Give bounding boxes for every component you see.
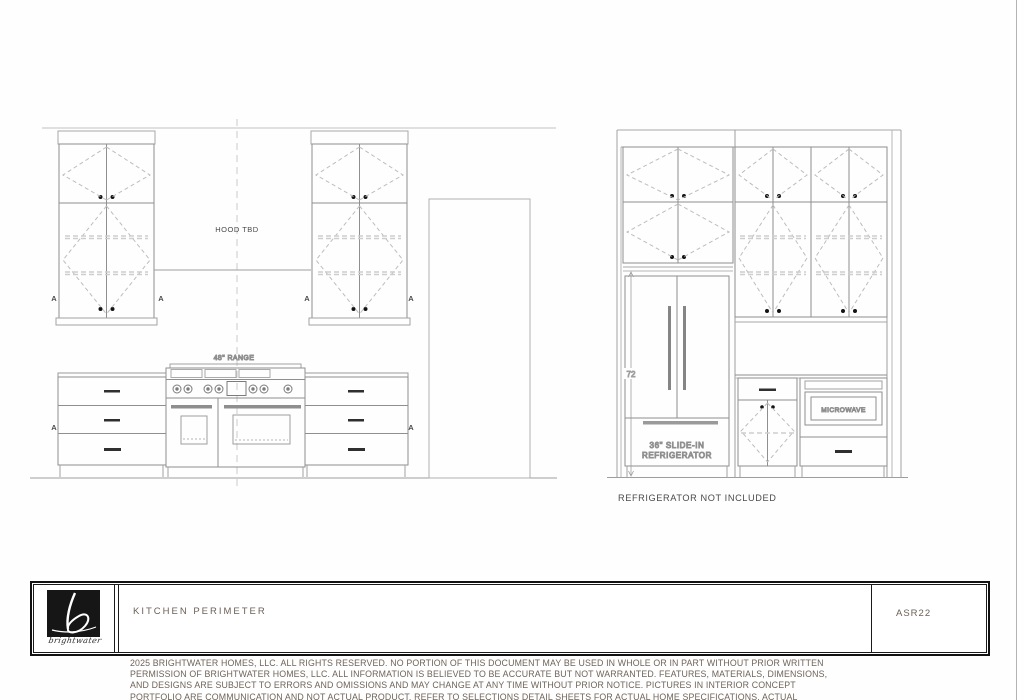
- sheet-title: KITCHEN PERIMETER: [133, 606, 267, 617]
- elevation-left: [30, 119, 557, 486]
- hood-label: HOOD TBD: [215, 225, 259, 234]
- oven-window-right: [233, 415, 290, 444]
- fridge-handle-right: [683, 306, 686, 390]
- tall-wall-panel: [429, 199, 530, 478]
- base-cabinet-doors: [738, 378, 797, 477]
- fridge-upper-cabinet: [623, 147, 733, 271]
- title-block-divider-2: [871, 585, 872, 652]
- disclaimer-line-3: AND DESIGNS ARE SUBJECT TO ERRORS AND OMISSIONS AND MAY CHANGE AT ANY TIME WITHOUT PRIOR NOTICE. PICTURES IN INTERIOR CONCEPT: [130, 680, 796, 691]
- title-block-divider-1b: [118, 585, 119, 652]
- glass-upper-cabinets: [735, 147, 887, 378]
- section-marker: A: [51, 294, 57, 303]
- fridge-label-line2: REFRIGERATOR: [641, 451, 713, 460]
- dimension-label: 72: [626, 370, 636, 379]
- page-edge-line: [1016, 0, 1017, 700]
- range: [166, 355, 305, 477]
- fridge-handle-left: [668, 306, 671, 390]
- logo-script-text: brightwater: [47, 636, 103, 645]
- disclaimer-line-4: PORTFOLIO ARE COMMUNICATION AND NOT ACTUAL PRODUCT. REFER TO SELECTIONS DETAIL SHEETS FOR ACTUAL HOME SPECIFICATIONS. ACTUAL: [130, 691, 798, 700]
- oven-handle-left: [171, 405, 212, 409]
- upper-cabinet-right: [309, 131, 410, 325]
- section-marker: A: [51, 423, 57, 432]
- section-marker: A: [158, 294, 164, 303]
- microwave-cabinet: [800, 378, 887, 477]
- hood-zone: [154, 225, 311, 270]
- logo-b-icon: [47, 590, 100, 637]
- section-marker: A: [408, 423, 414, 432]
- fridge-label-line1: 36" SLIDE-IN: [649, 441, 705, 450]
- title-block-border: [33, 584, 987, 653]
- range-knobs: [173, 382, 292, 396]
- fridge-grille: [643, 421, 718, 425]
- title-block: [30, 581, 990, 656]
- refrigerator-note: REFRIGERATOR NOT INCLUDED: [618, 493, 777, 503]
- elevation-right: [607, 130, 908, 503]
- brightwater-logo: [47, 590, 100, 637]
- microwave-label: MICROWAVE: [821, 407, 866, 414]
- disclaimer-line-2: PERMISSION OF BRIGHTWATER HOMES, LLC. ALL INFORMATION IS BELIEVED TO BE ACCURATE BUT NOT WARRANTED. FEATURES, MATERIALS, DIMENSIONS,: [130, 669, 828, 680]
- refrigerator: [625, 276, 729, 477]
- disclaimer-line-1: 2025 BRIGHTWATER HOMES, LLC. ALL RIGHTS RESERVED. NO PORTION OF THIS DOCUMENT MAY BE USED IN WHOLE OR IN PART WITHOUT PRIOR WRITTEN: [130, 658, 824, 668]
- section-marker: A: [304, 294, 310, 303]
- base-cabinet-left: [58, 373, 166, 477]
- sheet-number: ASR22: [896, 608, 932, 619]
- base-cabinet-right: [305, 373, 408, 477]
- oven-window-left: [181, 416, 207, 444]
- oven-handle-right: [224, 405, 301, 409]
- upper-cabinet-left: [56, 131, 157, 325]
- title-block-divider-1: [114, 585, 115, 652]
- copyright-disclaimer: [130, 658, 890, 700]
- section-marker: A: [408, 294, 414, 303]
- range-label: 48" RANGE: [213, 355, 255, 362]
- dimension-72: [623, 272, 640, 476]
